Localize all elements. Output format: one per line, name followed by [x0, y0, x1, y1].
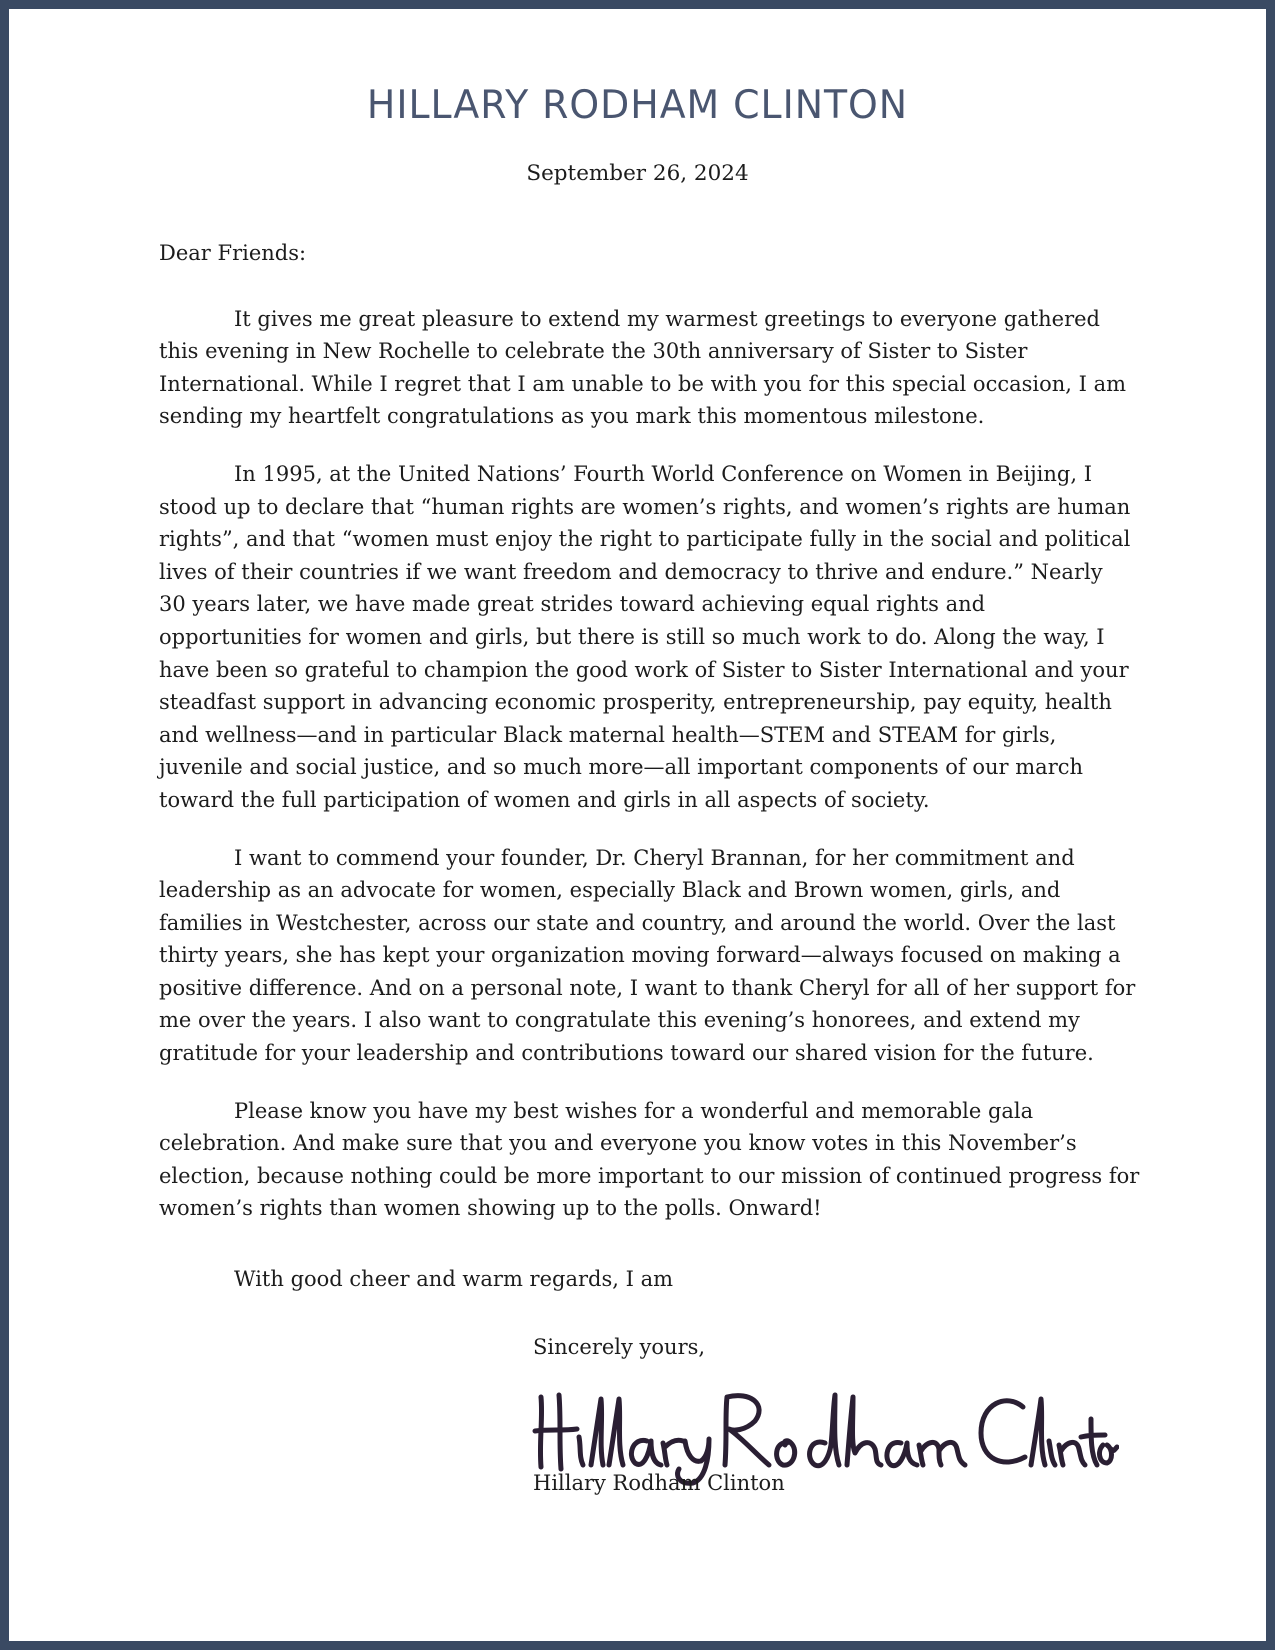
letterhead-name: HILLARY RODHAM CLINTON [366, 83, 909, 128]
paragraph-line: have been so grateful to champion the good work of Sister to Sister International and your [159, 657, 1129, 682]
paragraph-line: leadership as an advocate for women, especially Black and Brown women, girls, and [159, 878, 1061, 903]
paragraph-line: opportunities for women and girls, but there is still so much work to do. Along the way, I [159, 624, 1105, 649]
paragraph-line: In 1995, at the United Nations’ Fourth World Conference on Women in Beijing, I [234, 461, 1093, 486]
sign-off: Sincerely yours, [533, 1335, 706, 1359]
paragraph-wishes [159, 1095, 1159, 1225]
paragraph-line: 30 years later, we have made great strides toward achieving equal rights and [159, 592, 986, 617]
paragraph-line: sending my heartfelt congratulations as you mark this momentous milestone. [159, 404, 985, 429]
paragraph-line: lives of their countries if we want freedom and democracy to thrive and endure.” Nearly [159, 559, 1103, 584]
paragraph-greetings [159, 303, 1159, 433]
paragraph-line: It gives me great pleasure to extend my warmest greetings to everyone gathered [234, 306, 1101, 331]
paragraph-line: toward the full participation of women and girls in all aspects of society. [159, 787, 930, 812]
letter-date: September 26, 2024 [526, 161, 749, 186]
salutation: Dear Friends: [159, 241, 307, 265]
paragraph-line: me over the years. I also want to congratulate this evening’s honorees, and extend my [159, 1008, 1080, 1033]
paragraph-line: women’s rights than women showing up to the polls. Onward! [159, 1196, 822, 1221]
paragraph-line: gratitude for your leadership and contributions toward our shared vision for the future. [159, 1041, 1094, 1066]
paragraph-line: this evening in New Rochelle to celebrate the 30th anniversary of Sister to Sister [159, 339, 1028, 364]
paragraph-line: steadfast support in advancing economic prosperity, entrepreneurship, pay equity, health [159, 690, 1112, 715]
paragraph-beijing [159, 458, 1159, 817]
paragraph-line: thirty years, she has kept your organization moving forward—always focused on making a [159, 943, 1121, 968]
paragraph-line: juvenile and social justice, and so much more—all important components of our march [159, 755, 1084, 780]
closing-line: With good cheer and warm regards, I am [234, 1267, 674, 1291]
paragraph-line: Please know you have my best wishes for a wonderful and memorable gala [234, 1098, 1034, 1123]
paragraph-line: and wellness—and in particular Black maternal health—STEM and STEAM for girls, [159, 722, 1057, 747]
paragraph-founder [159, 842, 1159, 1070]
paragraph-line: families in Westchester, across our state and country, and around the world. Over the last [159, 910, 1116, 935]
signer-name: Hillary Rodham Clinton [533, 1471, 785, 1495]
paragraph-line: International. While I regret that I am unable to be with you for this special occasion, I am [159, 371, 1127, 396]
paragraph-line: I want to commend your founder, Dr. Cheryl Brannan, for her commitment and [234, 845, 1075, 870]
paragraph-line: celebration. And make sure that you and everyone you know votes in this November’s [159, 1131, 1077, 1156]
paragraph-line: rights”, and that “women must enjoy the right to participate fully in the social and political [159, 527, 1131, 552]
paragraph-line: positive difference. And on a personal note, I want to thank Cheryl for all of her support for [159, 975, 1136, 1000]
paragraph-line: stood up to declare that “human rights are women’s rights, and women’s rights are human [159, 494, 1131, 519]
paragraph-line: election, because nothing could be more important to our mission of continued progress for [159, 1163, 1140, 1188]
letter-body [159, 237, 1159, 1250]
